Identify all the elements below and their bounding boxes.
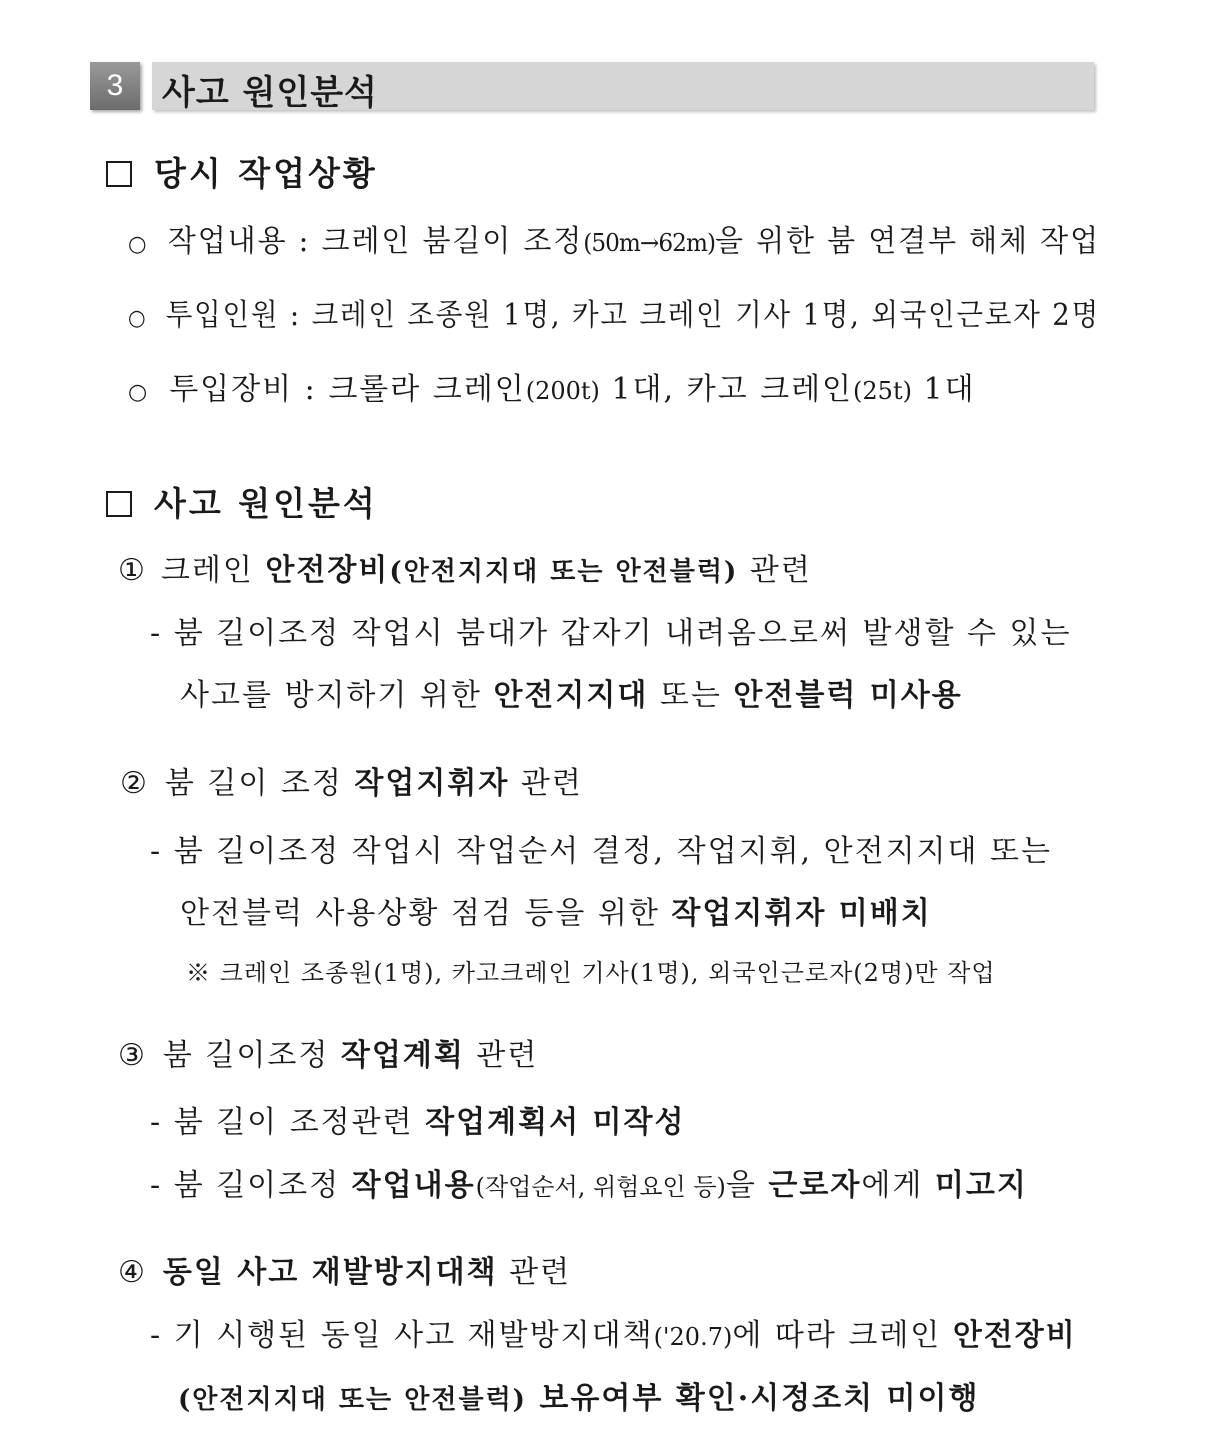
subsection-heading-situation [106,148,378,195]
section-number-badge [90,62,140,110]
bullet-personnel: ○ 투입인원 : 크레인 조종원 1명, 카고 크레인 기사 1명, 외국인근로자 2명 [128,298,1100,333]
bullet-work-content: ○ 작업내용 : 크레인 붐길이 조정(50m→62m)을 위한 붐 연결부 해체 작업 [128,224,1100,259]
cause-1-detail-1: - 붐 길이조정 작업시 붐대가 갑자기 내려옴으로써 발생할 수 있는 [150,616,1072,651]
cause-4-detail-1: - 기 시행된 동일 사고 재발방지대책('20.7)에 따라 크레인 안전장비 [150,1318,1077,1353]
cause-4-detail-2: (안전지지대 또는 안전블럭) 보유여부 확인·시정조치 미이행 [178,1381,980,1416]
section-number: 3 [106,69,124,102]
subsection-heading-cause [106,478,378,525]
cause-1-heading: ① 크레인 안전장비(안전지지대 또는 안전블럭) 관련 [118,553,812,588]
cause-4-heading: ④ 동일 사고 재발방지대책 관련 [118,1255,572,1290]
subsection-heading-text: 당시 작업상황 [154,154,378,193]
subsection-heading-text: 사고 원인분석 [154,484,378,523]
checkbox-square-icon [106,161,132,187]
checkbox-square-icon [106,491,132,517]
bullet-equipment: ○ 투입장비 : 크롤라 크레인(200t) 1대, 카고 크레인(25t) 1대 [128,372,976,407]
section-title-bar [152,62,1094,113]
cause-2-detail-2: 안전블럭 사용상황 점검 등을 위한 작업지휘자 미배치 [180,896,932,931]
cause-2-heading: ② 붐 길이 조정 작업지휘자 관련 [120,766,583,801]
cause-2-note: ※ 크레인 조종원(1명), 카고크레인 기사(1명), 외국인근로자(2명)만 작업 [186,959,996,987]
cause-1-detail-2: 사고를 방지하기 위한 안전지지대 또는 안전블럭 미사용 [180,678,963,713]
cause-3-detail-2: - 붐 길이조정 작업내용(작업순서, 위험요인 등)을 근로자에게 미고지 [150,1168,1028,1203]
cause-2-detail-1: - 붐 길이조정 작업시 작업순서 결정, 작업지휘, 안전지지대 또는 [150,834,1053,869]
cause-3-detail-1: - 붐 길이 조정관련 작업계획서 미작성 [150,1105,686,1140]
section-title: 사고 원인분석 [162,73,378,113]
circle-bullet-icon: ○ [128,232,149,257]
circle-bullet-icon: ○ [128,306,148,331]
cause-3-heading: ③ 붐 길이조정 작업계획 관련 [118,1038,539,1073]
circle-bullet-icon: ○ [128,380,150,405]
